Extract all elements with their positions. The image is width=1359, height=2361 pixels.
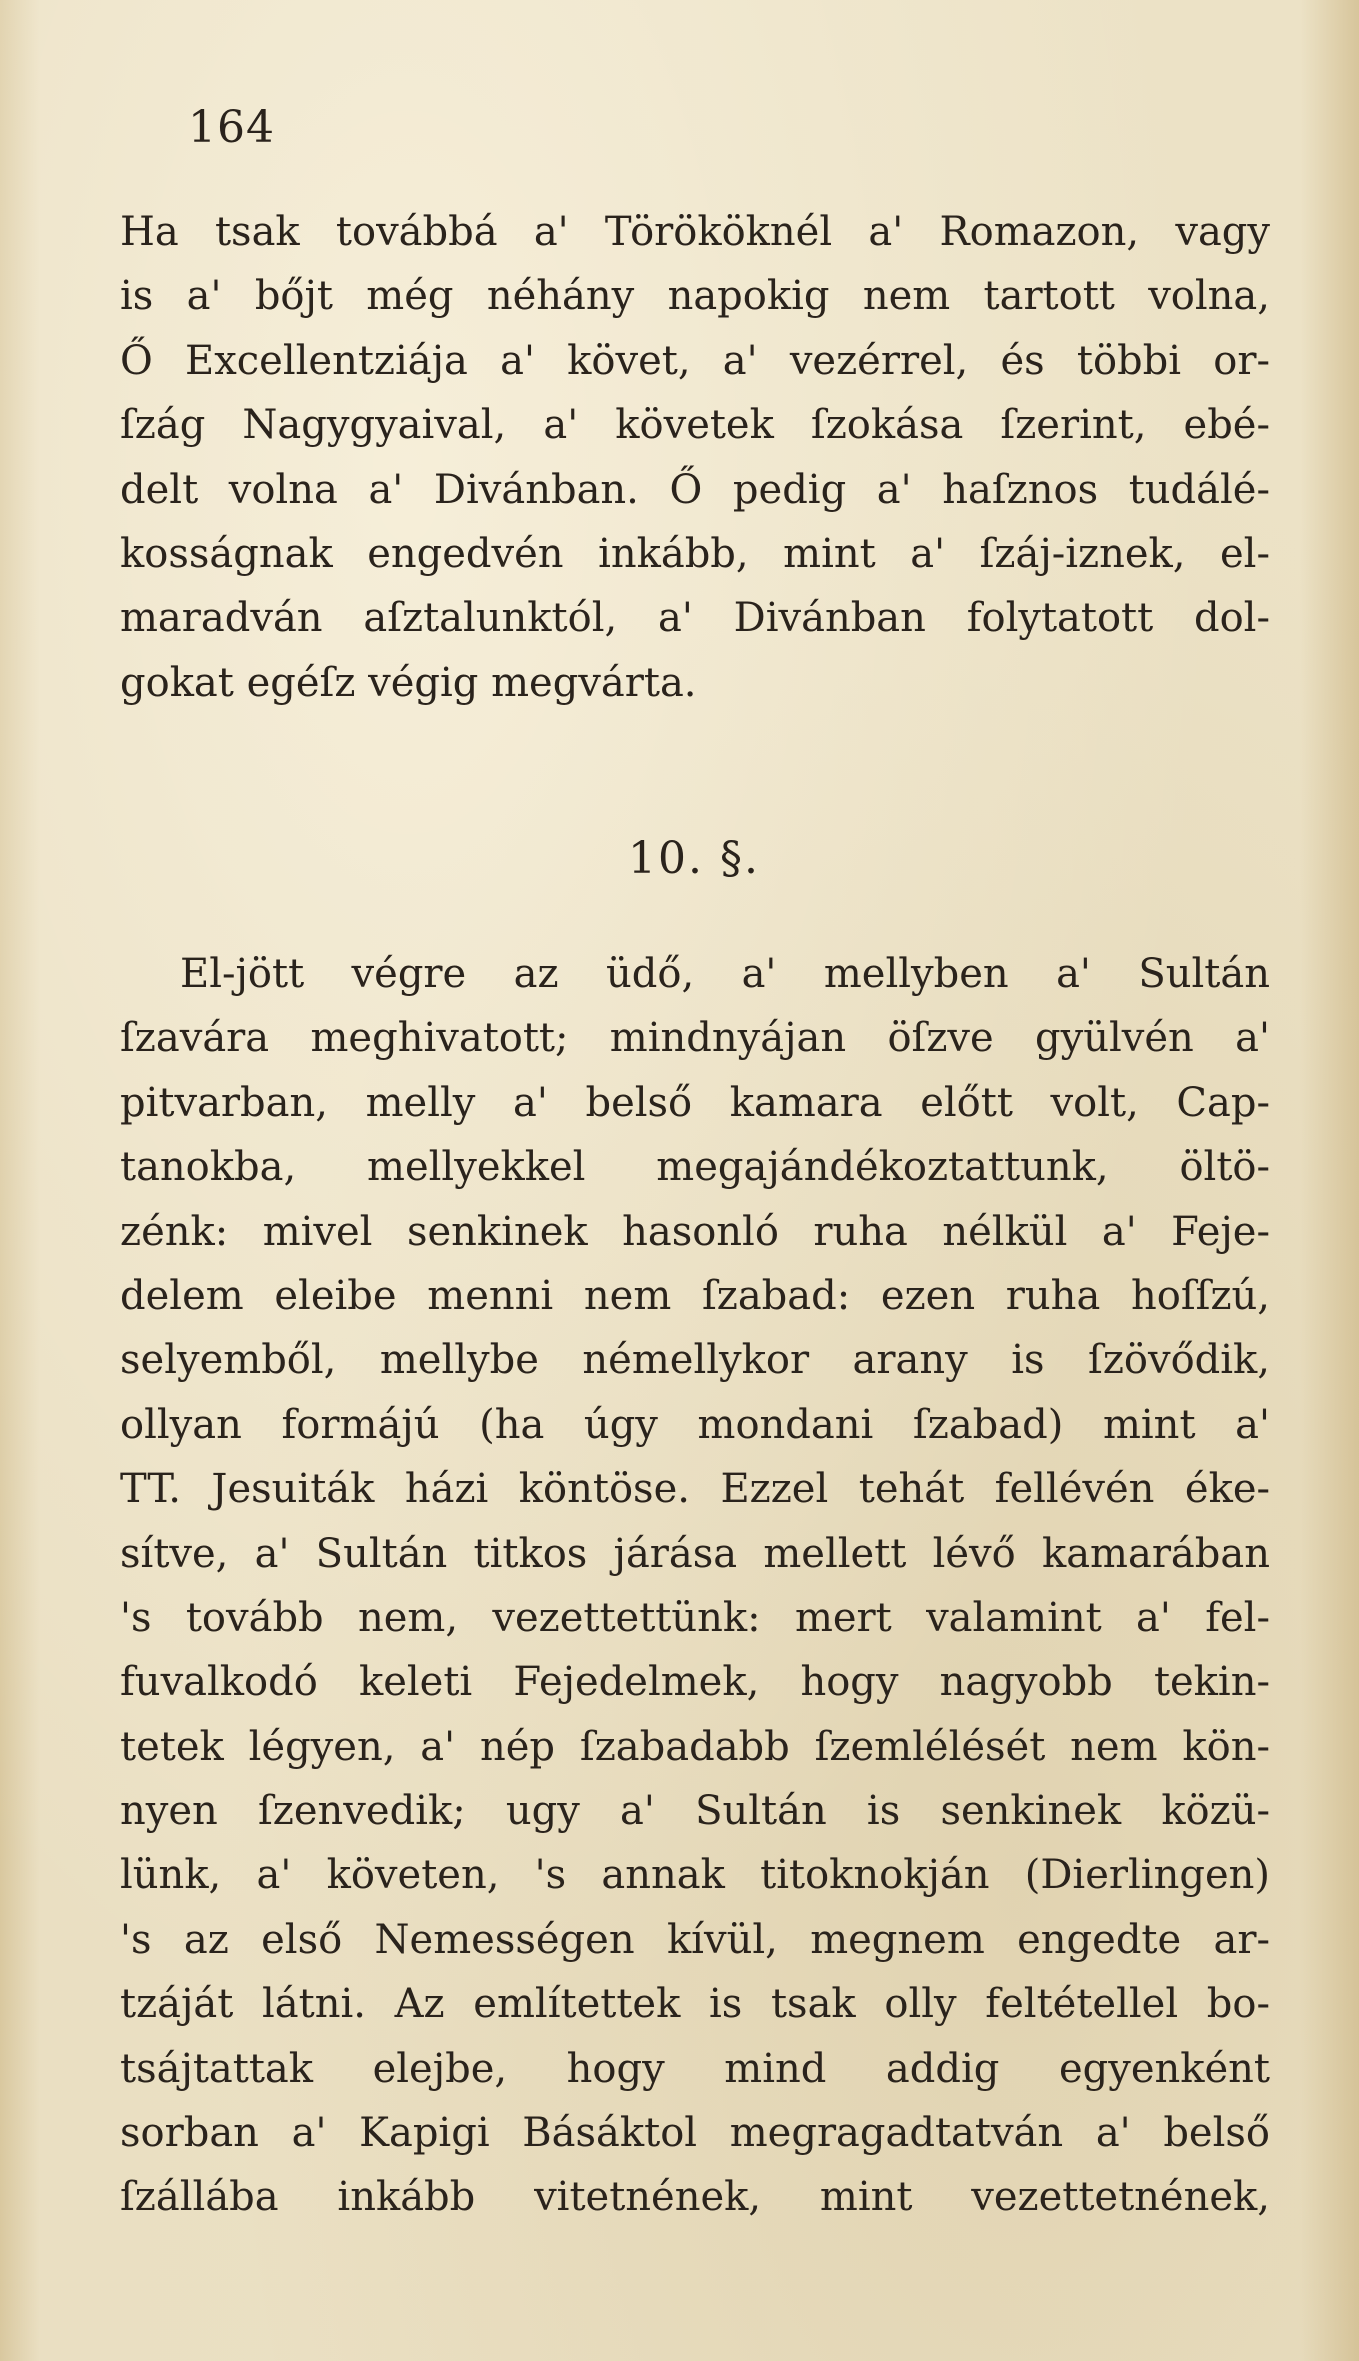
text-line: nyen ſzenvedik; ugy a' Sultán is senkinek közü- (120, 1788, 1270, 1835)
text-line: maradván aſztalunktól, a' Divánban folytatott dol- (120, 595, 1270, 642)
text-line: delem eleibe menni nem ſzabad: ezen ruha hoſſzú, (120, 1272, 1270, 1319)
text-line: ſzavára meghivatott; mindnyájan öſzve gyülvén a' (120, 1015, 1270, 1062)
text-line: pitvarban, melly a' belső kamara előtt volt, Cap- (120, 1079, 1270, 1126)
text-line: ſzállába inkább vitetnének, mint vezettetnének, (120, 2174, 1270, 2221)
text-line: lünk, a' követen, 's annak titoknokján (Dierlingen) (120, 1852, 1270, 1899)
text-line: TT. Jesuiták házi köntöse. Ezzel tehát fellévén éke- (120, 1466, 1270, 1513)
text-line: gokat egéſz végig megvárta. (120, 659, 697, 706)
paragraph-2 (120, 942, 1270, 2230)
text-line: sítve, a' Sultán titkos járása mellett lévő kamarában (120, 1530, 1270, 1577)
text-line: kosságnak engedvén inkább, mint a' ſzáj-iznek, el- (120, 530, 1270, 577)
text-line: zénk: mivel senkinek hasonló ruha nélkül a' Feje- (120, 1208, 1270, 1255)
text-line: sorban a' Kapigi Básáktol megragadtatván a' belső (120, 2110, 1270, 2157)
text-line: tsájtattak elejbe, hogy mind addig egyenként (120, 2045, 1270, 2092)
text-line: tanokba, mellyekkel megajándékoztattunk, öltö- (120, 1144, 1270, 1191)
text-line: tzáját látni. Az említettek is tsak olly feltétellel bo- (120, 1981, 1270, 2028)
page-number: 164 (188, 102, 275, 153)
text-line: tetek légyen, a' nép ſzabadabb ſzemlélését nem kön- (120, 1723, 1270, 1770)
text-line: 's tovább nem, vezettettünk: mert valamint a' fel- (120, 1594, 1270, 1641)
section-heading: 10. §. (628, 833, 760, 884)
text-line: delt volna a' Divánban. Ő pedig a' haſznos tudálé- (120, 466, 1270, 513)
text-line: fuvalkodó keleti Fejedelmek, hogy nagyobb tekin- (120, 1659, 1270, 1706)
text-line: 's az első Nemességen kívül, megnem engedte ar- (120, 1916, 1270, 1963)
text-line: ſzág Nagygyaival, a' követek ſzokása ſzerint, ebé- (120, 402, 1270, 449)
text-line: El-jött végre az üdő, a' mellyben a' Sultán (180, 951, 1270, 997)
text-line: ollyan formájú (ha úgy mondani ſzabad) mint a' (120, 1401, 1270, 1448)
text-line: Ha tsak továbbá a' Törököknél a' Romazon, vagy (120, 209, 1270, 255)
text-line: is a' bőjt még néhány napokig nem tartott volna, (120, 273, 1270, 320)
text-line: Ő Excellentziája a' követ, a' vezérrel, és többi or- (120, 337, 1270, 384)
text-line: selyemből, mellybe némellykor arany is ſzövődik, (120, 1337, 1270, 1384)
paragraph-1 (120, 200, 1270, 715)
